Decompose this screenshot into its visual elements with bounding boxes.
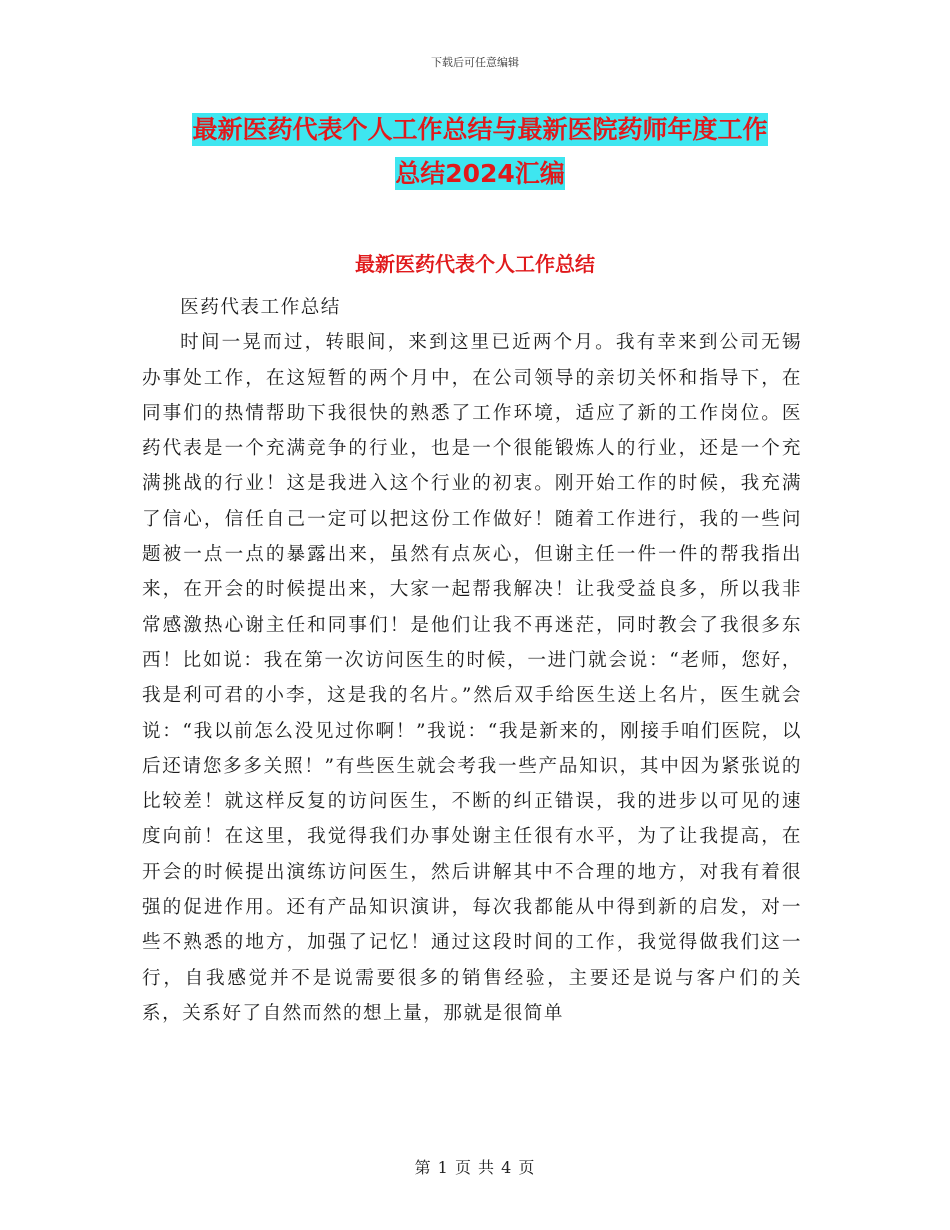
- document-title: [140, 108, 820, 196]
- document-title-line2: 总结2024汇编: [395, 159, 565, 188]
- page-number-footer: 第 1 页 共 4 页: [414, 1158, 536, 1177]
- paragraph-body: 时间一晃而过，转眼间，来到这里已近两个月。我有幸来到公司无锡办事处工作，在这短暂的两个月中，在公司领导的亲切关怀和指导下，在同事们的热情帮助下我很快的熟悉了工作环境，适应了新的工作岗位。医药代表是一个充满竞争的行业，也是一个很能锻炼人的行业，还是一个充满挑战的行业！这是我进入这个行业的初衷。刚开始工作的时候，我充满了信心，信任自己一定可以把这份工作做好！随着工作进行，我的一些问题被一点一点的暴露出来，虽然有点灰心，但谢主任一件一件的帮我指出来，在开会的时候提出来，大家一起帮我解决！让我受益良多，所以我非常感激热心谢主任和同事们！是他们让我不再迷茫，同时教会了我很多东西！比如说：我在第一次访问医生的时候，一进门就会说：“老师，您好，我是利可君的小李，这是我的名片。”然后双手给医生送上名片，医生就会说：“我以前怎么没见过你啊！”我说：“我是新来的，刚接手咱们医院，以后还请您多多关照！”有些医生就会考我一些产品知识，其中因为紧张说的比较差！就这样反复的访问医生，不断的纠正错误，我的进步以可见的速度向前！在这里，我觉得我们办事处谢主任很有水平，为了让我提高，在开会的时候提出演练访问医生，然后讲解其中不合理的地方，对我有着很强的促进作用。还有产品知识演讲，每次我都能从中得到新的启发，对一些不熟悉的地方，加强了记忆！通过这段时间的工作，我觉得做我们这一行，自我感觉并不是说需要很多的销售经验，主要还是说与客户们的关系，关系好了自然而然的想上量，那就是很简单: [142, 332, 802, 1024]
- header-note: 下载后可任意编辑: [431, 56, 519, 69]
- document-title-line1: 最新医药代表个人工作总结与最新医院药师年度工作: [192, 115, 768, 144]
- paragraph-subtitle: 医药代表工作总结: [180, 297, 341, 318]
- section-title: 最新医药代表个人工作总结: [355, 252, 595, 276]
- document-body: [142, 290, 802, 1031]
